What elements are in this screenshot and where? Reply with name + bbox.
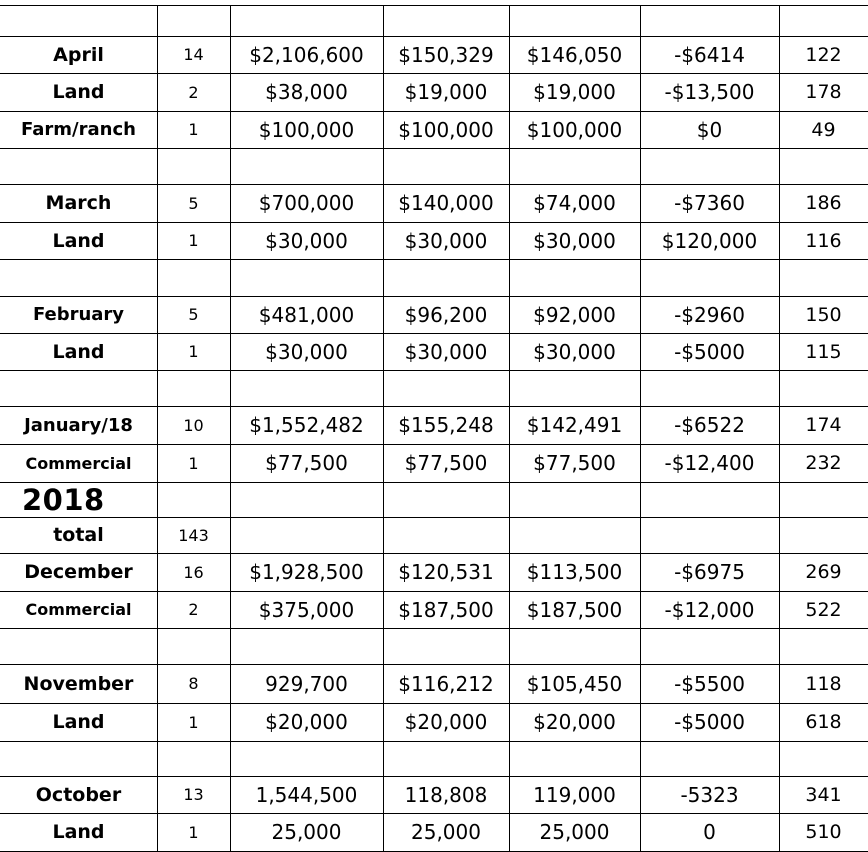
value-cell: 118,808 [404, 782, 488, 807]
value-cell: $92,000 [533, 302, 616, 327]
count-cell: 1 [188, 822, 199, 842]
table-row [0, 296, 868, 333]
value-cell: $77,500 [265, 451, 348, 475]
value-cell: $20,000 [533, 710, 616, 734]
value-cell: 119,000 [533, 782, 616, 807]
row-label: Land [52, 81, 105, 103]
value-cell: $30,000 [404, 339, 488, 364]
count-cell: 1 [188, 120, 199, 139]
row-label: January/18 [24, 414, 133, 436]
value-cell [230, 628, 383, 664]
value-cell: $1,552,482 [249, 413, 364, 437]
value-cell: $100,000 [398, 117, 494, 142]
count-cell [157, 741, 230, 776]
value-cell: $113,500 [526, 560, 623, 584]
days-cell: 232 [805, 452, 842, 474]
count-cell: 1 [188, 453, 199, 473]
count-cell [157, 259, 230, 296]
count-cell: 143 [178, 525, 209, 545]
days-cell [779, 148, 868, 184]
days-cell [779, 370, 868, 406]
value-cell [383, 148, 509, 184]
value-cell: $2,106,600 [249, 42, 364, 67]
value-cell: $20,000 [404, 710, 488, 734]
table-row [0, 664, 868, 703]
value-cell [230, 482, 383, 517]
table-row [0, 628, 868, 664]
table-row [0, 73, 868, 111]
row-label: Farm/ranch [21, 119, 136, 140]
value-cell: 25,000 [271, 820, 342, 844]
value-cell [640, 259, 779, 296]
table-row [0, 370, 868, 406]
days-cell: 122 [805, 43, 842, 66]
table-row [0, 553, 868, 591]
days-cell: 269 [805, 561, 842, 583]
days-cell: 118 [805, 672, 842, 695]
value-cell [640, 482, 779, 517]
table-row [0, 184, 868, 222]
value-cell [640, 628, 779, 664]
value-cell: $30,000 [533, 228, 616, 253]
value-cell: $187,500 [526, 597, 623, 622]
count-cell: 13 [183, 785, 204, 804]
value-cell [230, 148, 383, 184]
row-label: April [53, 43, 104, 66]
value-cell [230, 370, 383, 406]
count-cell: 14 [183, 45, 204, 64]
value-cell: $155,248 [398, 413, 494, 437]
row-label: March [45, 192, 112, 214]
table-row [0, 259, 868, 296]
value-cell [509, 5, 640, 36]
value-cell: $19,000 [533, 80, 616, 104]
row-label [0, 148, 157, 184]
row-label: Land [52, 821, 105, 843]
value-cell [230, 259, 383, 296]
value-cell: $120,531 [398, 560, 494, 584]
value-cell: $38,000 [265, 80, 348, 104]
value-cell: $0 [696, 117, 723, 142]
days-cell: 522 [805, 598, 842, 621]
table-row [0, 5, 868, 36]
value-cell [509, 482, 640, 517]
value-cell: 25,000 [411, 820, 481, 844]
table-row [0, 333, 868, 370]
value-cell: -$5000 [674, 710, 745, 734]
value-cell: $1,928,500 [249, 560, 364, 584]
value-cell: $375,000 [258, 597, 355, 622]
table-row [0, 813, 868, 851]
row-label: total [53, 524, 104, 546]
value-cell: 0 [703, 820, 716, 844]
value-cell: -$5000 [674, 339, 745, 364]
row-label [0, 370, 157, 406]
days-cell [779, 628, 868, 664]
value-cell [509, 148, 640, 184]
value-cell [509, 517, 640, 553]
value-cell: $187,500 [398, 597, 494, 622]
value-cell: $146,050 [526, 42, 623, 67]
days-cell: 49 [811, 118, 836, 141]
row-label: 2018 [22, 482, 105, 517]
value-cell: $120,000 [661, 228, 758, 253]
value-cell: $74,000 [533, 191, 616, 215]
value-cell: -$6975 [674, 560, 745, 584]
days-cell [779, 5, 868, 36]
count-cell: 5 [188, 305, 199, 324]
row-label [0, 259, 157, 296]
value-cell: -$7360 [674, 191, 745, 215]
days-cell: 115 [805, 340, 842, 363]
value-cell [509, 628, 640, 664]
value-cell: 25,000 [539, 820, 610, 844]
days-cell [779, 517, 868, 553]
value-cell [383, 741, 509, 776]
days-cell: 178 [805, 81, 842, 103]
value-cell: $20,000 [265, 710, 348, 734]
count-cell: 10 [183, 415, 204, 435]
value-cell: $142,491 [526, 413, 623, 437]
table-row [0, 776, 868, 813]
value-cell: -$12,400 [664, 451, 755, 475]
days-cell: 186 [805, 192, 842, 214]
value-cell: $96,200 [404, 302, 488, 327]
row-label: Commercial [25, 453, 132, 473]
value-cell: $150,329 [398, 42, 494, 67]
count-cell: 16 [183, 562, 204, 582]
value-cell: $30,000 [265, 228, 348, 253]
count-cell: 2 [188, 600, 199, 619]
value-cell [383, 259, 509, 296]
value-cell: $19,000 [404, 80, 488, 104]
value-cell: $100,000 [258, 117, 355, 142]
value-cell [383, 628, 509, 664]
value-cell: $30,000 [533, 339, 616, 364]
count-cell [157, 5, 230, 36]
value-cell: -$13,500 [664, 80, 755, 104]
count-cell: 8 [188, 674, 199, 693]
value-cell: $30,000 [265, 339, 348, 364]
value-cell: $140,000 [398, 191, 494, 215]
value-cell [509, 741, 640, 776]
table-row [0, 482, 868, 517]
table-row [0, 703, 868, 741]
table-row [0, 148, 868, 184]
table-row [0, 222, 868, 259]
days-cell: 116 [805, 229, 842, 252]
table-row [0, 36, 868, 73]
row-label [0, 5, 157, 36]
value-cell [230, 741, 383, 776]
count-cell: 1 [188, 342, 199, 361]
row-label: Land [52, 340, 105, 363]
days-cell [779, 482, 868, 517]
value-cell: $77,500 [533, 451, 616, 475]
row-label: February [32, 304, 125, 325]
value-cell: 1,544,500 [255, 782, 358, 807]
row-label [0, 741, 157, 776]
row-label: October [35, 783, 122, 806]
value-cell [383, 5, 509, 36]
value-cell: -$6414 [674, 42, 745, 67]
value-cell [509, 259, 640, 296]
row-label: Land [52, 711, 105, 733]
table-row [0, 111, 868, 148]
value-cell: $481,000 [258, 302, 355, 327]
value-cell: -5323 [680, 782, 739, 807]
days-cell: 618 [805, 711, 842, 733]
value-cell: $700,000 [258, 191, 355, 215]
row-label: Land [52, 229, 105, 252]
value-cell: -$12,000 [664, 597, 755, 622]
days-cell: 510 [805, 821, 842, 843]
days-cell [779, 259, 868, 296]
days-cell: 150 [805, 303, 842, 326]
value-cell: $77,500 [404, 451, 488, 475]
count-cell: 5 [188, 193, 199, 213]
count-cell: 1 [188, 712, 199, 732]
count-cell [157, 370, 230, 406]
value-cell: $30,000 [404, 228, 488, 253]
table-row [0, 406, 868, 444]
row-label [0, 628, 157, 664]
row-label: Commercial [25, 600, 132, 619]
value-cell [383, 517, 509, 553]
value-cell [640, 5, 779, 36]
table-row [0, 444, 868, 482]
count-cell: 1 [188, 231, 199, 250]
count-cell: 2 [188, 82, 199, 102]
table-row [0, 591, 868, 628]
row-label: November [23, 672, 134, 695]
table-row [0, 741, 868, 776]
value-cell: -$5500 [674, 671, 745, 696]
value-cell [640, 741, 779, 776]
value-cell [509, 370, 640, 406]
count-cell [157, 148, 230, 184]
value-cell: -$6522 [674, 413, 745, 437]
days-cell: 174 [805, 414, 842, 436]
value-cell [640, 148, 779, 184]
value-cell [230, 5, 383, 36]
value-cell: $116,212 [398, 671, 494, 696]
value-cell [640, 517, 779, 553]
days-cell: 341 [805, 783, 842, 806]
count-cell [157, 628, 230, 664]
value-cell: $105,450 [526, 671, 623, 696]
row-label: December [24, 561, 133, 583]
table-row [0, 517, 868, 553]
value-cell [640, 370, 779, 406]
value-cell: -$2960 [674, 302, 745, 327]
value-cell [383, 482, 509, 517]
value-cell: 929,700 [265, 671, 348, 696]
value-cell [383, 370, 509, 406]
value-cell: $100,000 [526, 117, 623, 142]
days-cell [779, 741, 868, 776]
value-cell [230, 517, 383, 553]
count-cell [157, 482, 230, 517]
